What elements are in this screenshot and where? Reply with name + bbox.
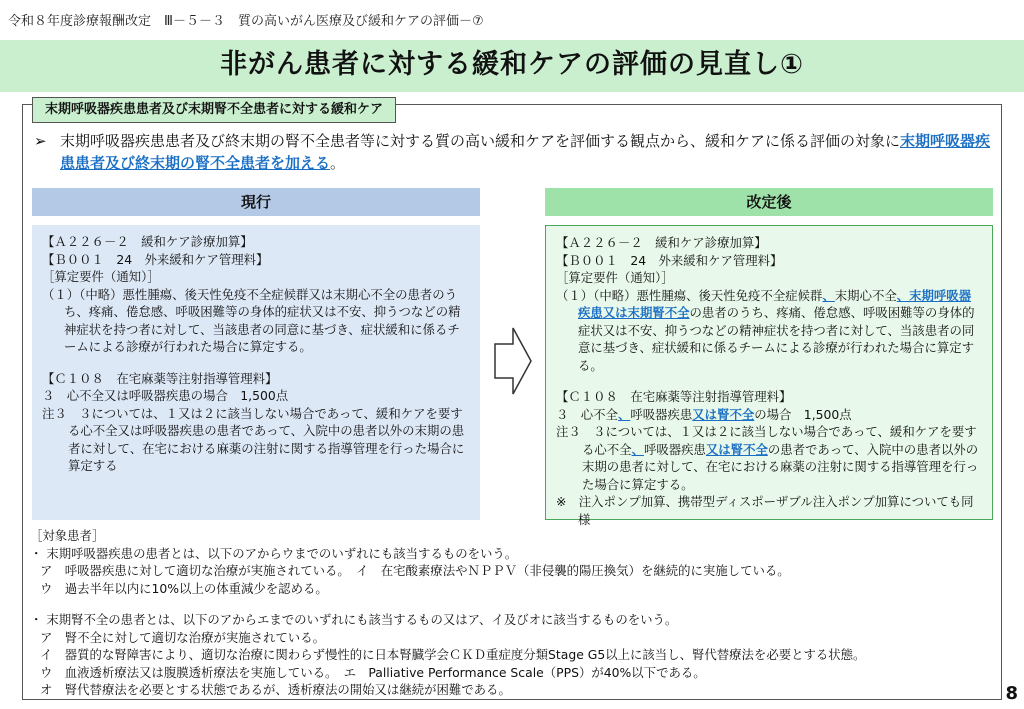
list-item: ・ 末期腎不全の患者とは、以下のアからエまでのいずれにも該当するもの又はア、イ及びオに該当するものをいう。: [30, 612, 678, 627]
title-banner: [0, 40, 1024, 92]
current-panel: [32, 225, 480, 520]
intro-highlight: 末期呼吸器疾患患者及び終末期の腎不全患者を加える: [60, 132, 991, 172]
revised-note: 注３ ３については、１又は２に該当しない場合であって、緩和ケアを要する心不全、呼吸器疾患又は腎不全の患者であって、入院中の患者以外の末期の患者に対して、在宅における麻薬の注射に関する指導管理を行った場合に算定する。: [556, 424, 979, 492]
arrow-right-icon: [493, 326, 533, 396]
revised-line: 【Ｃ１０８ 在宅麻薬等注射指導管理料】: [556, 389, 792, 404]
revised-panel: [545, 225, 993, 527]
current-note: 注３ ３については、１又は２に該当しない場合であって、緩和ケアを要する心不全又は呼吸器疾患の患者であって、入院中の患者以外の末期の患者に対して、在宅における麻薬の注射に関する指導管理を行った場合に算定する: [42, 405, 465, 473]
current-line: ３ 心不全又は呼吸器疾患の場合 1,500点: [42, 388, 289, 403]
targets-heading: ［対象患者］: [30, 528, 105, 543]
list-item: ウ 過去半年以内に10%以上の体重減少を認める。: [40, 580, 328, 596]
list-item: ウ 血液透析療法又は腹膜透析療法を実施している。 エ Palliative Performance Scale（PPS）が40%以下である。: [40, 664, 706, 680]
current-line: 【Ｃ１０８ 在宅麻薬等注射指導管理料】: [42, 370, 278, 386]
revised-footnote: ※ 注入ポンプ加算、携帯型ディスポーザブル注入ポンプ加算についても同様: [556, 494, 974, 527]
page-title: 非がん患者に対する緩和ケアの評価の見直し①: [220, 49, 804, 80]
list-item: ア 呼吸器疾患に対して適切な治療が実施されている。 イ 在宅酸素療法やＮＰＰＶ（非侵襲的陽圧換気）を継続的に実施している。: [40, 563, 790, 578]
current-requirement: （１）（中略）悪性腫瘍、後天性免疫不全症候群又は末期心不全の患者のうち、疼痛、倦怠感、呼吸困難等の身体的症状又は不安、抑うつなどの精神症状を持つ者に対して、当該患者の同意に基づき、症状緩和に係るチームによる診療が行われた場合に算定する。: [42, 286, 461, 354]
list-item: オ 腎代替療法を必要とする状態であるが、透析療法の開始又は継続が困難である。: [40, 682, 511, 697]
target-patients: [30, 527, 1010, 699]
intro-text: 末期呼吸器疾患患者及び終末期の腎不全患者等に対する質の高い緩和ケアを評価する観点から、緩和ケアに係る評価の対象に末期呼吸器疾患患者及び終末期の腎不全患者を加える。: [60, 132, 991, 172]
revised-fee-line: ３ 心不全、呼吸器疾患又は腎不全の場合 1,500点: [556, 406, 852, 422]
current-line: 【Ａ２２６－２ 緩和ケア診療加算】: [42, 234, 253, 249]
current-line: ［算定要件（通知）］: [42, 269, 160, 284]
breadcrumb: 令和８年度診療報酬改定 Ⅲ－５－３ 質の高いがん医療及び緩和ケアの評価－⑦: [8, 14, 484, 29]
arrow-bullet-icon: ➢: [34, 132, 47, 150]
revised-heading: 改定後: [545, 188, 993, 216]
current-heading: 現行: [32, 188, 480, 216]
list-item: ア 腎不全に対して適切な治療が実施されている。: [40, 629, 325, 645]
list-item: ・ 末期呼吸器疾患の患者とは、以下のアからウまでのいずれにも該当するものをいう。: [30, 545, 518, 561]
list-item: イ 器質的な腎障害により、適切な治療に関わらず慢性的に日本腎臓学会ＣＫＤ重症度分類Stage G5以上に該当し、腎代替療法を必要とする状態。: [40, 647, 866, 662]
page-number: 8: [1005, 683, 1018, 704]
revised-line: 【Ａ２２６－２ 緩和ケア診療加算】: [556, 235, 767, 250]
revised-line: 【Ｂ００１ 24 外来緩和ケア管理料】: [556, 252, 783, 268]
revised-line: ［算定要件（通知）］: [556, 270, 674, 285]
section-tab: 末期呼吸器疾患患者及び末期腎不全患者に対する緩和ケア: [32, 97, 396, 123]
revised-requirement: （１）（中略）悪性腫瘍、後天性免疫不全症候群、末期心不全、末期呼吸器疾患又は末期腎不全の患者のうち、疼痛、倦怠感、呼吸困難等の身体的症状又は不安、抑うつなどの精神症状を持つ者に対して、当該患者の同意に基づき、症状緩和に係るチームによる診療が行われた場合に算定する。: [556, 287, 975, 373]
current-line: 【Ｂ００１ 24 外来緩和ケア管理料】: [42, 251, 269, 267]
intro-paragraph: [34, 130, 996, 174]
